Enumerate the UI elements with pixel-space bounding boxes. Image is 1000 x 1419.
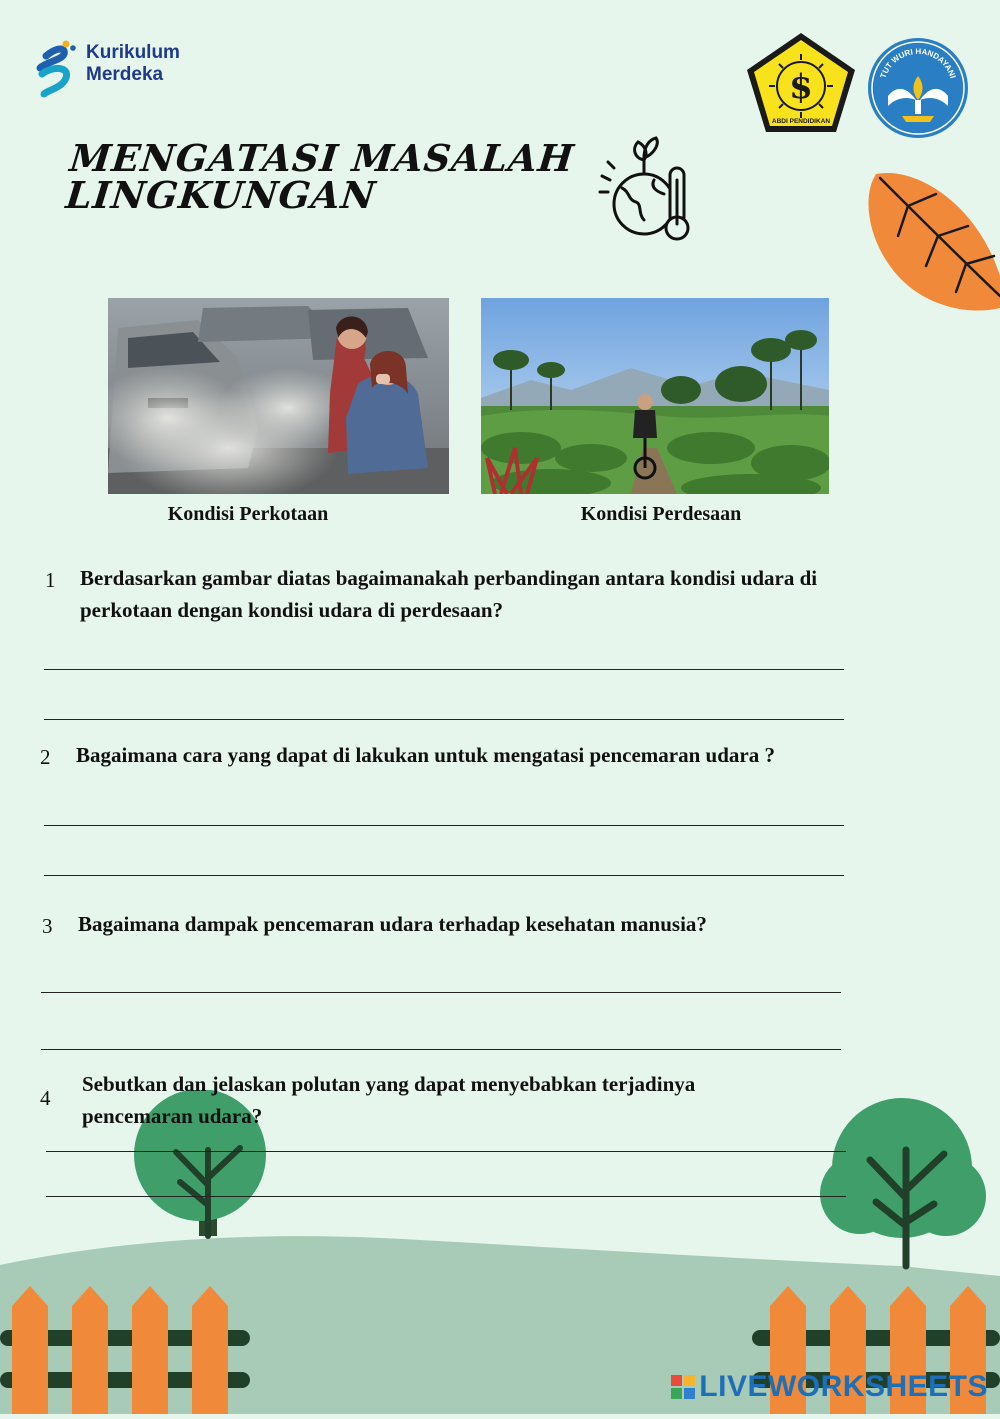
question-number: 3 bbox=[42, 914, 53, 938]
liveworksheets-logo bbox=[671, 1370, 988, 1404]
answer-line[interactable] bbox=[41, 1049, 841, 1050]
answer-line[interactable] bbox=[41, 992, 841, 993]
landscape-decoration bbox=[0, 1090, 1000, 1414]
tut-wuri-handayani-logo bbox=[866, 36, 970, 140]
brand-line2: Merdeka bbox=[86, 64, 164, 85]
kurikulum-merdeka-icon bbox=[36, 38, 82, 98]
tree-right-icon bbox=[820, 1098, 986, 1266]
liveworksheets-icon bbox=[671, 1375, 695, 1399]
answer-line[interactable] bbox=[44, 719, 844, 720]
answer-line[interactable] bbox=[44, 875, 844, 876]
question-text: Bagaimana cara yang dapat di lakukan untuk mengatasi pencemaran udara ? bbox=[76, 743, 775, 767]
answer-line[interactable] bbox=[44, 825, 844, 826]
question-text: Sebutkan dan jelaskan polutan yang dapat menyebabkan terjadinya pencemaran udara? bbox=[82, 1072, 696, 1128]
question-number: 1 bbox=[45, 568, 56, 592]
badge-text: ABDI PENDIDIKAN bbox=[771, 118, 831, 125]
svg-text:$: $ bbox=[789, 67, 813, 107]
leaf-decoration-icon bbox=[858, 166, 1000, 316]
village-caption: Kondisi Perdesaan bbox=[580, 503, 742, 525]
city-caption: Kondisi Perkotaan bbox=[167, 503, 329, 525]
page-title bbox=[63, 136, 612, 217]
seal-text: TUT WURI HANDAYANI bbox=[878, 46, 958, 80]
globe-thermometer-icon bbox=[598, 136, 698, 246]
footer-brand: LIVEWORKSHEETS bbox=[699, 1370, 988, 1403]
answer-line[interactable] bbox=[46, 1196, 846, 1197]
brand-line1: Kurikulum bbox=[86, 42, 180, 63]
question-text: Bagaimana dampak pencemaran udara terhadap kesehatan manusia? bbox=[78, 912, 707, 936]
abdi-pendidikan-logo bbox=[744, 30, 858, 136]
answer-line[interactable] bbox=[46, 1151, 846, 1152]
city-pollution-image bbox=[108, 298, 449, 494]
village-clean-air-image bbox=[481, 298, 829, 494]
title-line2: LINGKUNGAN bbox=[63, 173, 379, 217]
question-number: 4 bbox=[40, 1086, 51, 1110]
answer-line[interactable] bbox=[44, 669, 844, 670]
title-line1: MENGATASI MASALAH bbox=[67, 136, 577, 180]
question-text: Berdasarkan gambar diatas bagaimanakah perbandingan antara kondisi udara di perkotaan dengan kondisi udara di perdesaan? bbox=[80, 566, 818, 622]
question-number: 2 bbox=[40, 745, 51, 769]
kurikulum-merdeka-logo bbox=[36, 38, 206, 100]
